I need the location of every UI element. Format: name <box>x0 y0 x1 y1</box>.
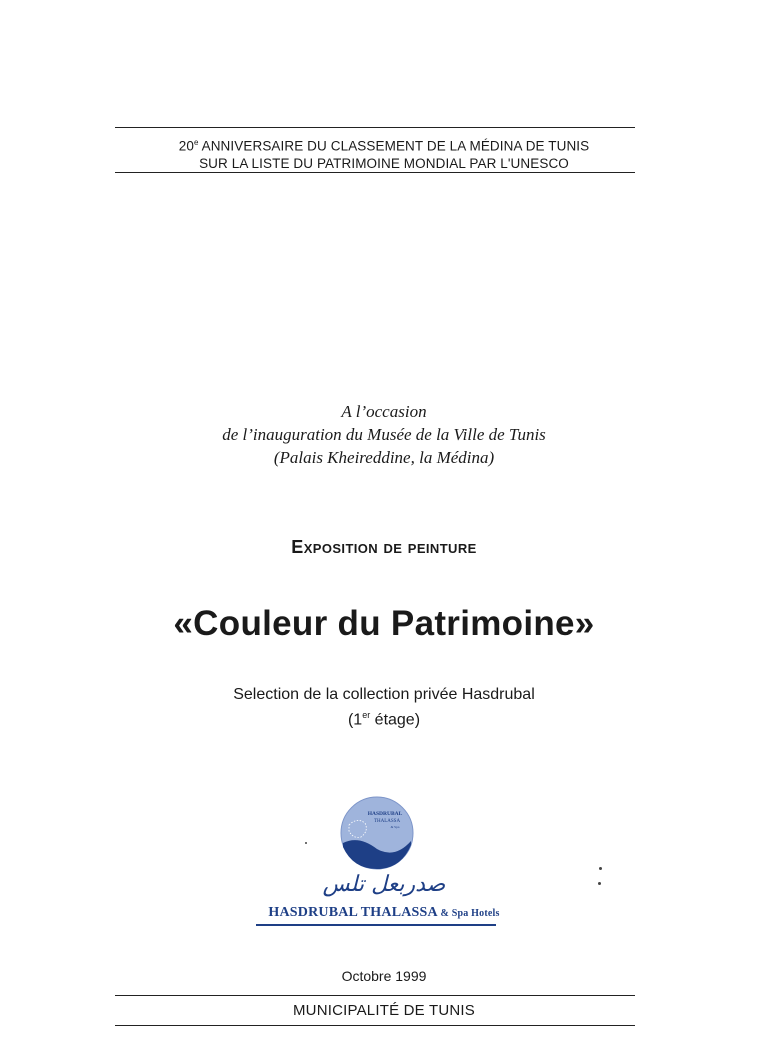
header-line-2: SUR LA LISTE DU PATRIMOINE MONDIAL PAR L'UNESCO <box>199 155 569 171</box>
header-line-1: 20e ANNIVERSAIRE DU CLASSEMENT DE LA MÉDINA DE TUNIS <box>178 138 590 154</box>
municipality: MUNICIPALITÉ DE TUNIS <box>292 1002 475 1019</box>
occasion-line-3: (Palais Kheireddine, la Médina) <box>273 448 495 467</box>
hotel-name-suffix: & Spa Hotels <box>437 908 500 919</box>
hotel-name <box>0 905 768 921</box>
selection-line-1: Selection de la collection privée Hasdrubal <box>233 686 535 703</box>
header-top-rule <box>115 127 635 128</box>
hotel-name-underline <box>256 924 496 926</box>
scan-speck <box>598 882 601 885</box>
selection-block <box>0 684 768 730</box>
footer-bottom-rule <box>115 1025 635 1026</box>
hotel-name-main: HASDRUBAL THALASSA <box>268 905 438 920</box>
emblem-text-1: HASDRUBAL <box>367 811 403 817</box>
date: Octobre 1999 <box>341 968 427 984</box>
occasion-block <box>0 400 768 469</box>
emblem-text-2: THALASSA <box>373 819 401 824</box>
occasion-line-1: A l’occasion <box>341 402 427 421</box>
scan-speck <box>305 842 307 844</box>
exhibition-label: Exposition de peinture <box>291 537 477 557</box>
footer-top-rule <box>115 995 635 996</box>
hotel-arabic-name: صدربعل تلس <box>322 872 446 897</box>
occasion-line-2: de l’inauguration du Musée de la Ville de Tunis <box>222 425 546 444</box>
hasdrubal-emblem <box>339 795 415 871</box>
exhibition-title: «Couleur du Patrimoine» <box>173 604 595 643</box>
emblem-text-3: & Spa <box>390 825 400 829</box>
header-bottom-rule <box>115 172 635 173</box>
selection-line-2: (1er étage) <box>347 710 421 729</box>
scan-speck <box>599 867 602 870</box>
header-anniversary <box>0 134 768 172</box>
